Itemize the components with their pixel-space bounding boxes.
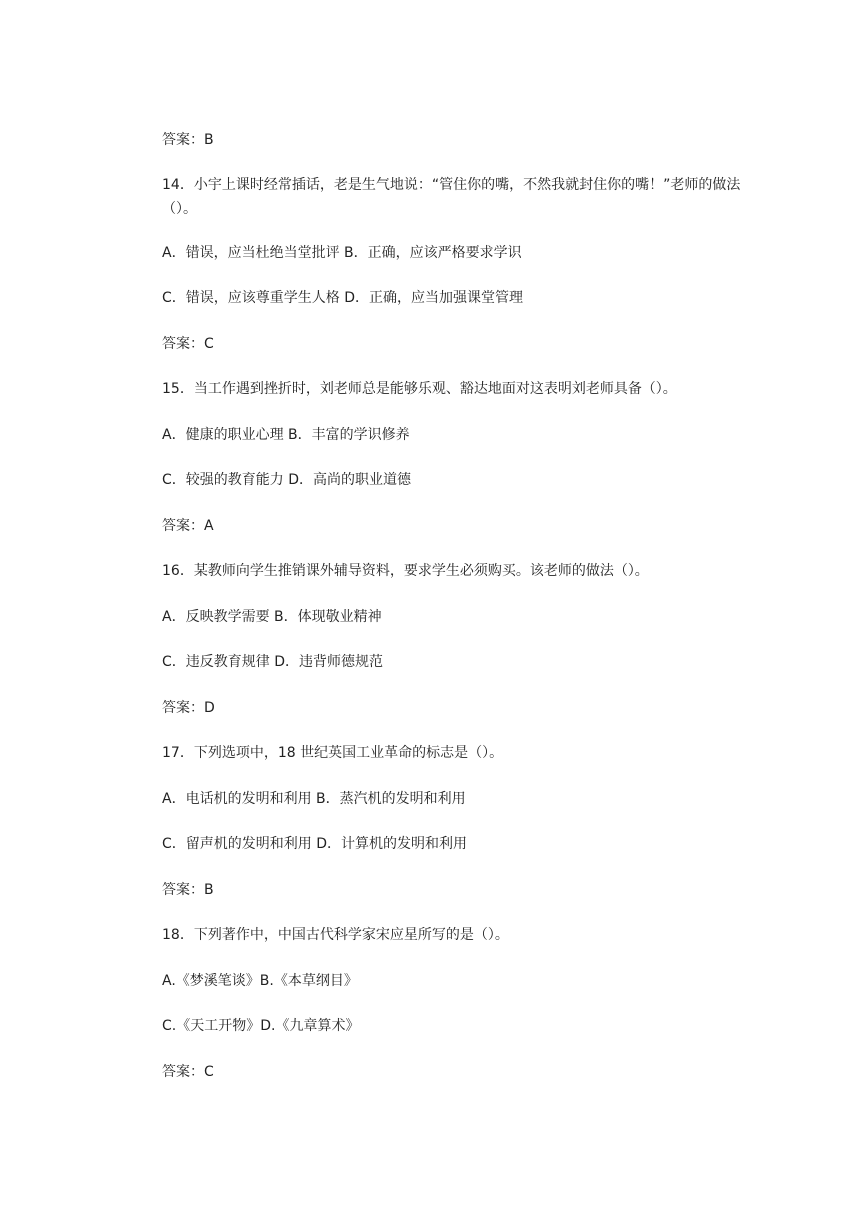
question-15-options-2: C．较强的教育能力 D．高尚的职业道德 [162, 472, 412, 488]
answer-15: 答案：A [162, 518, 214, 534]
question-16-options-1: A．反映教学需要 B．体现敬业精神 [162, 609, 382, 625]
question-16-options-2: C．违反教育规律 D．违背师德规范 [162, 654, 384, 670]
question-15-stem: 15．当工作遇到挫折时，刘老师总是能够乐观、豁达地面对这表明刘老师具备（）。 [162, 381, 677, 397]
question-14-options-2: C．错误，应该尊重学生人格 D．正确，应当加强课堂管理 [162, 290, 524, 306]
question-17-options-2: C．留声机的发明和利用 D．计算机的发明和利用 [162, 836, 468, 852]
question-15-options-1: A．健康的职业心理 B．丰富的学识修养 [162, 427, 410, 443]
answer-13: 答案：B [162, 132, 214, 148]
question-14-stem: 14．小宇上课时经常插话，老是生气地说：“管住你的嘴，不然我就封住你的嘴！”老师的做法（）。 [162, 177, 741, 217]
question-18-options-2: C.《天工开物》D.《九章算术》 [162, 1018, 360, 1034]
question-14-options-1: A．错误，应当杜绝当堂批评 B．正确，应该严格要求学识 [162, 245, 522, 261]
answer-18: 答案：C [162, 1064, 214, 1080]
question-18-stem: 18．下列著作中，中国古代科学家宋应星所写的是（）。 [162, 927, 509, 943]
answer-16: 答案：D [162, 700, 215, 716]
question-17-stem: 17．下列选项中，18 世纪英国工业革命的标志是（）。 [162, 745, 504, 761]
answer-14: 答案：C [162, 336, 214, 352]
question-18-options-1: A.《梦溪笔谈》B.《本草纲目》 [162, 973, 358, 989]
answer-17: 答案：B [162, 882, 214, 898]
question-16-stem: 16．某教师向学生推销课外辅导资料，要求学生必须购买。该老师的做法（）。 [162, 563, 649, 579]
question-17-options-1: A．电话机的发明和利用 B．蒸汽机的发明和利用 [162, 791, 466, 807]
